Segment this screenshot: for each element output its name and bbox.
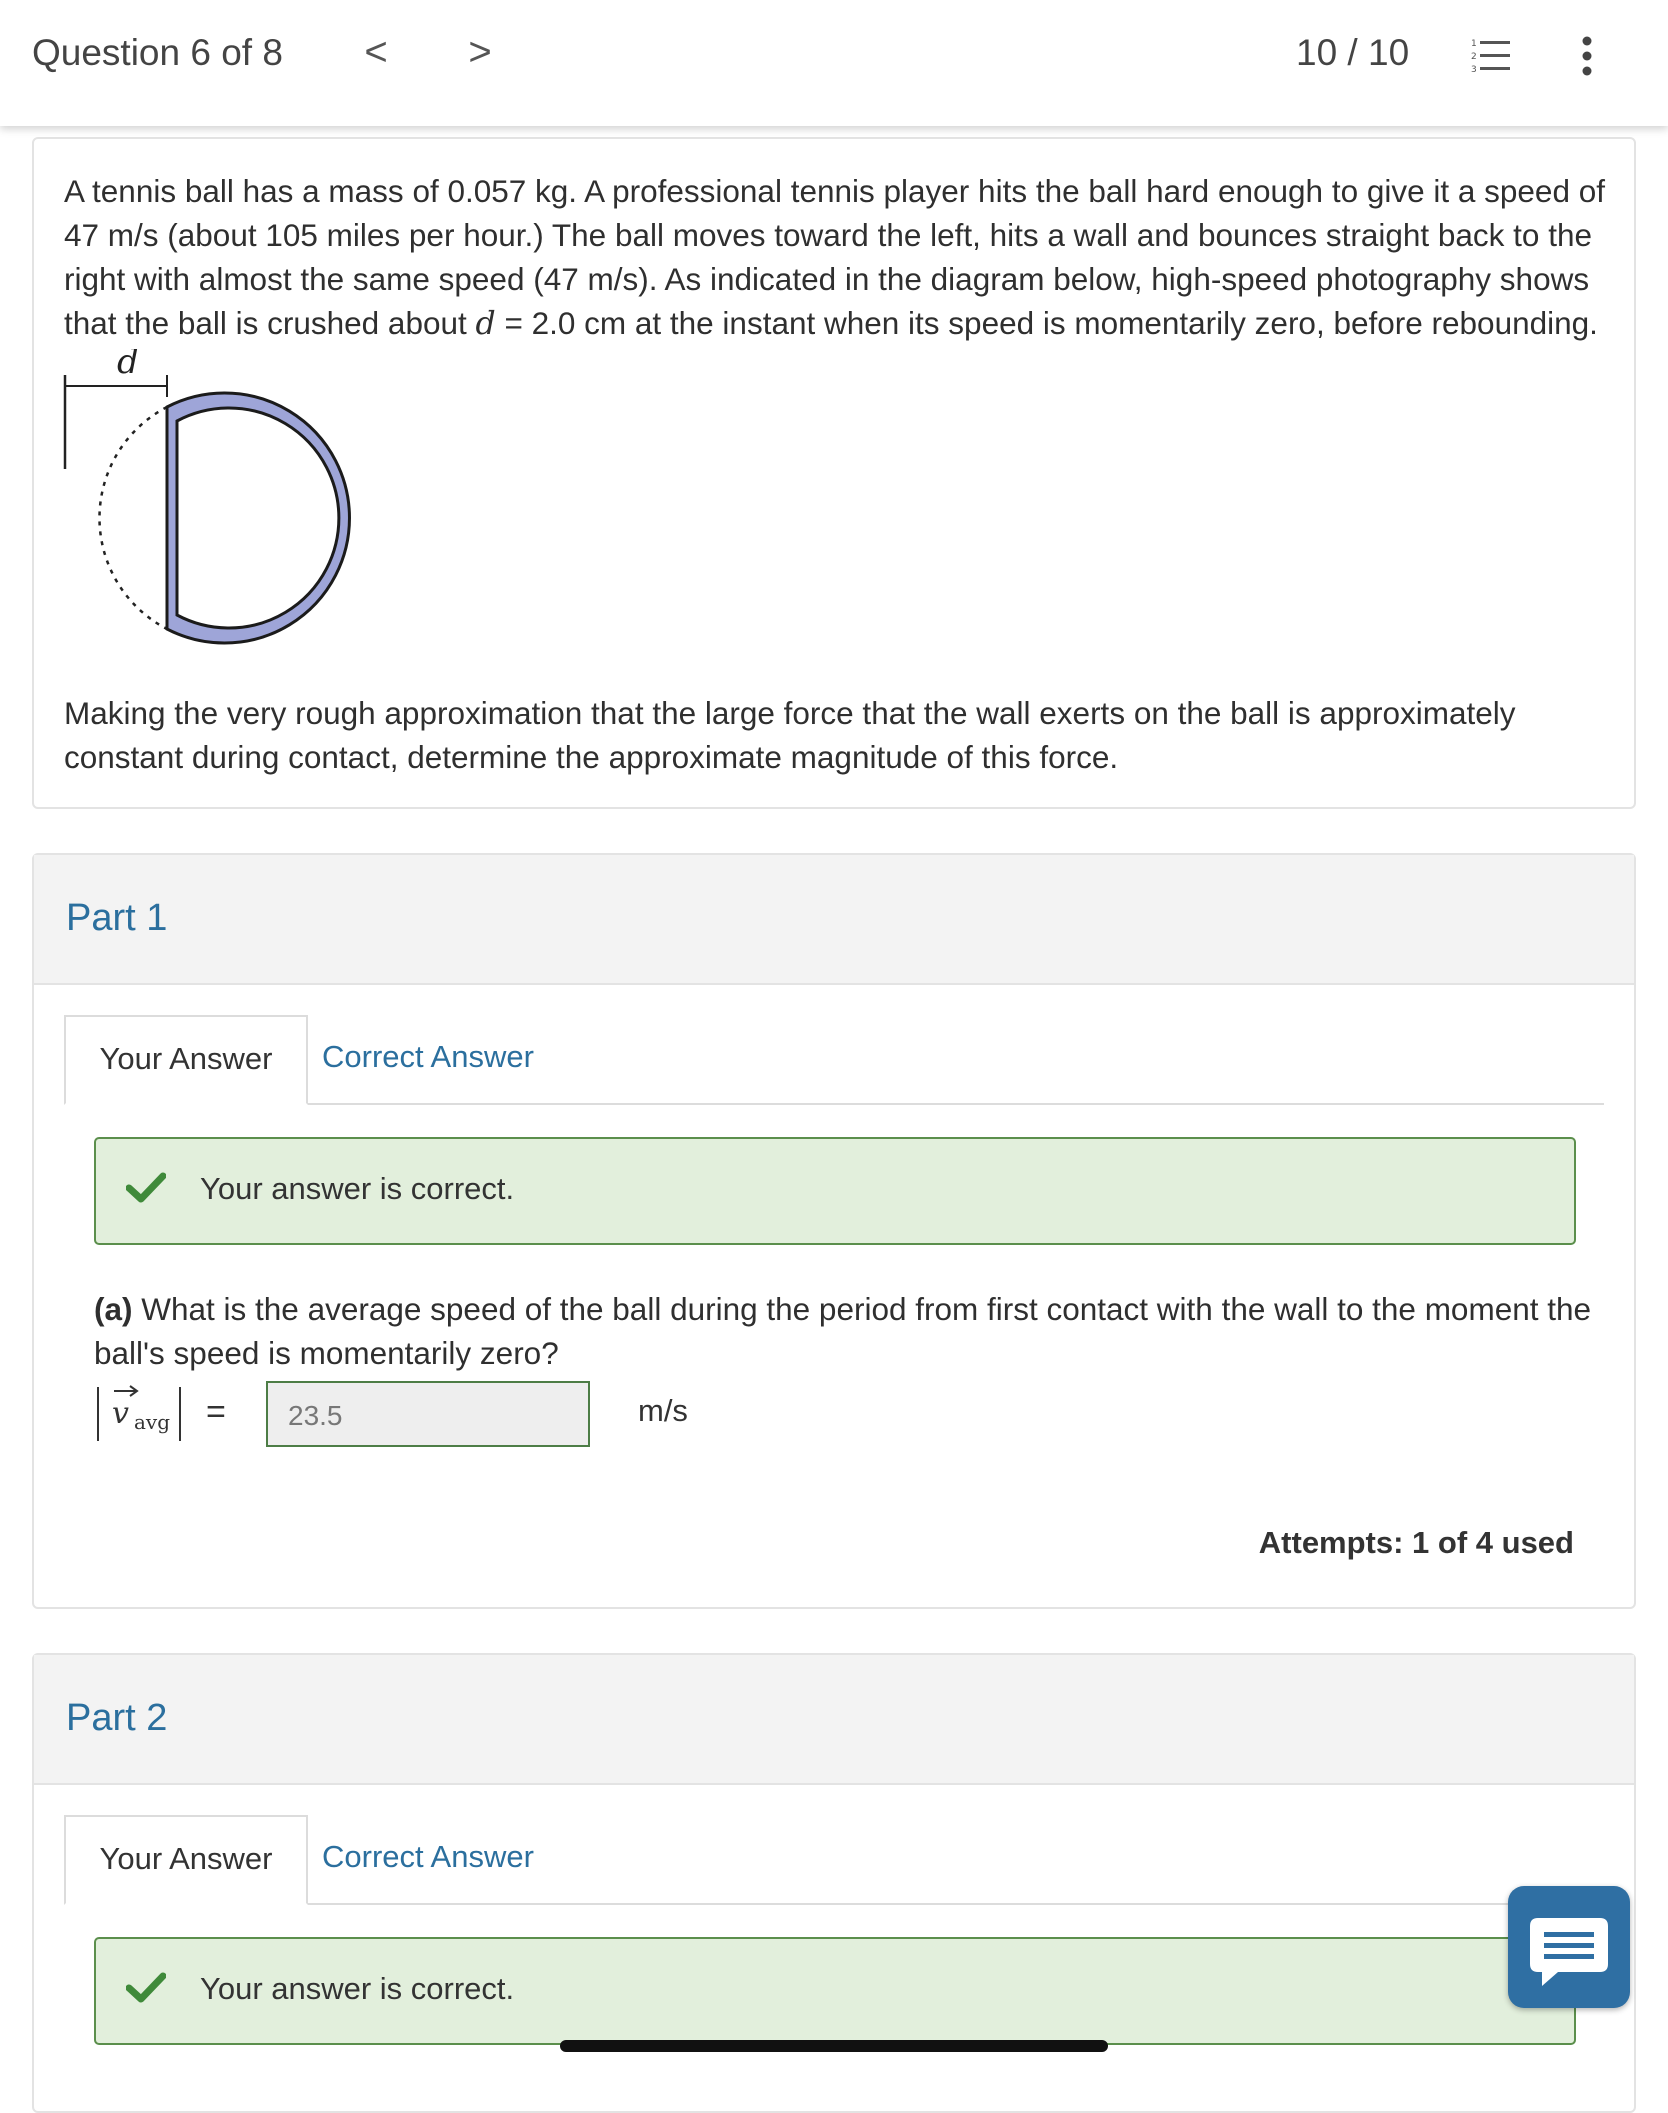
part-1-header [34, 855, 1634, 985]
score-display: 10 / 10 [1296, 32, 1410, 73]
svg-text:3: 3 [1471, 65, 1477, 75]
part-2-tabs [64, 1815, 1604, 1905]
top-bar [0, 0, 1668, 126]
status-message: Your answer is correct. [200, 1171, 515, 1206]
part-1-tabs [64, 1015, 1604, 1105]
tab-correct-answer[interactable]: Correct Answer [322, 1039, 534, 1074]
attempts-counter: Attempts: 1 of 4 used [1258, 1525, 1574, 1560]
sub-question-a: (a) What is the average speed of the ball during the period from first contact with the wall to the moment the ball's speed is momentarily zero? [94, 1291, 1592, 1371]
answer-input[interactable]: 23.5 [266, 1381, 590, 1447]
part-1-title: Part 1 [66, 897, 168, 939]
v-avg-magnitude-label [94, 1379, 184, 1449]
svg-text:v: v [112, 1396, 129, 1431]
question-box [32, 137, 1636, 809]
chat-button[interactable] [1508, 1886, 1630, 2008]
svg-text:2: 2 [1471, 52, 1477, 62]
question-counter: Question 6 of 8 [32, 32, 283, 73]
units-label: m/s [638, 1393, 688, 1428]
variable-d: d [475, 306, 496, 342]
part-2-title: Part 2 [66, 1697, 168, 1739]
diagram-d-label: d [117, 349, 139, 382]
checkmark-icon [126, 1967, 166, 2007]
tab-your-answer[interactable]: Your Answer [64, 1015, 308, 1105]
previous-question-button[interactable]: < [364, 30, 388, 74]
correct-status-box [94, 1137, 1576, 1245]
chat-bubble-icon [1508, 1886, 1630, 2008]
checkmark-icon [126, 1167, 166, 1207]
part-2-header [34, 1655, 1634, 1785]
svg-text:avg: avg [134, 1410, 171, 1434]
tennis-ball-diagram [62, 349, 362, 649]
svg-text:1: 1 [1471, 39, 1477, 49]
tab-correct-answer[interactable]: Correct Answer [322, 1839, 534, 1874]
tab-your-answer[interactable]: Your Answer [64, 1815, 308, 1905]
numbered-list-icon[interactable] [1470, 36, 1512, 76]
home-indicator [560, 2040, 1108, 2052]
equals-sign: = [206, 1393, 226, 1431]
correct-status-box [94, 1937, 1576, 2045]
vertical-ellipsis-icon[interactable] [1572, 34, 1602, 78]
part-1-panel [32, 853, 1636, 1609]
question-text-2: Making the very rough approximation that the large force that the wall exerts on the ball is approximately constant during contact, determine the approximate magnitude of this force. [64, 695, 1516, 775]
status-message: Your answer is correct. [200, 1971, 515, 2006]
next-question-button[interactable]: > [468, 30, 492, 74]
question-text: A tennis ball has a mass of 0.057 kg. A professional tennis player hits the ball hard enough to give it a speed of 47 m/s (about 105 miles per hour.) The ball moves toward the left, hits a wall and bounces straight back to the right with almost the same speed (47 m/s). As indicated in the diagram below, high-speed photography shows that the ball is crushed about d = 2.0 cm at the instant when its speed is momentarily zero, before rebounding. [64, 173, 1605, 342]
answer-row [94, 1379, 794, 1449]
